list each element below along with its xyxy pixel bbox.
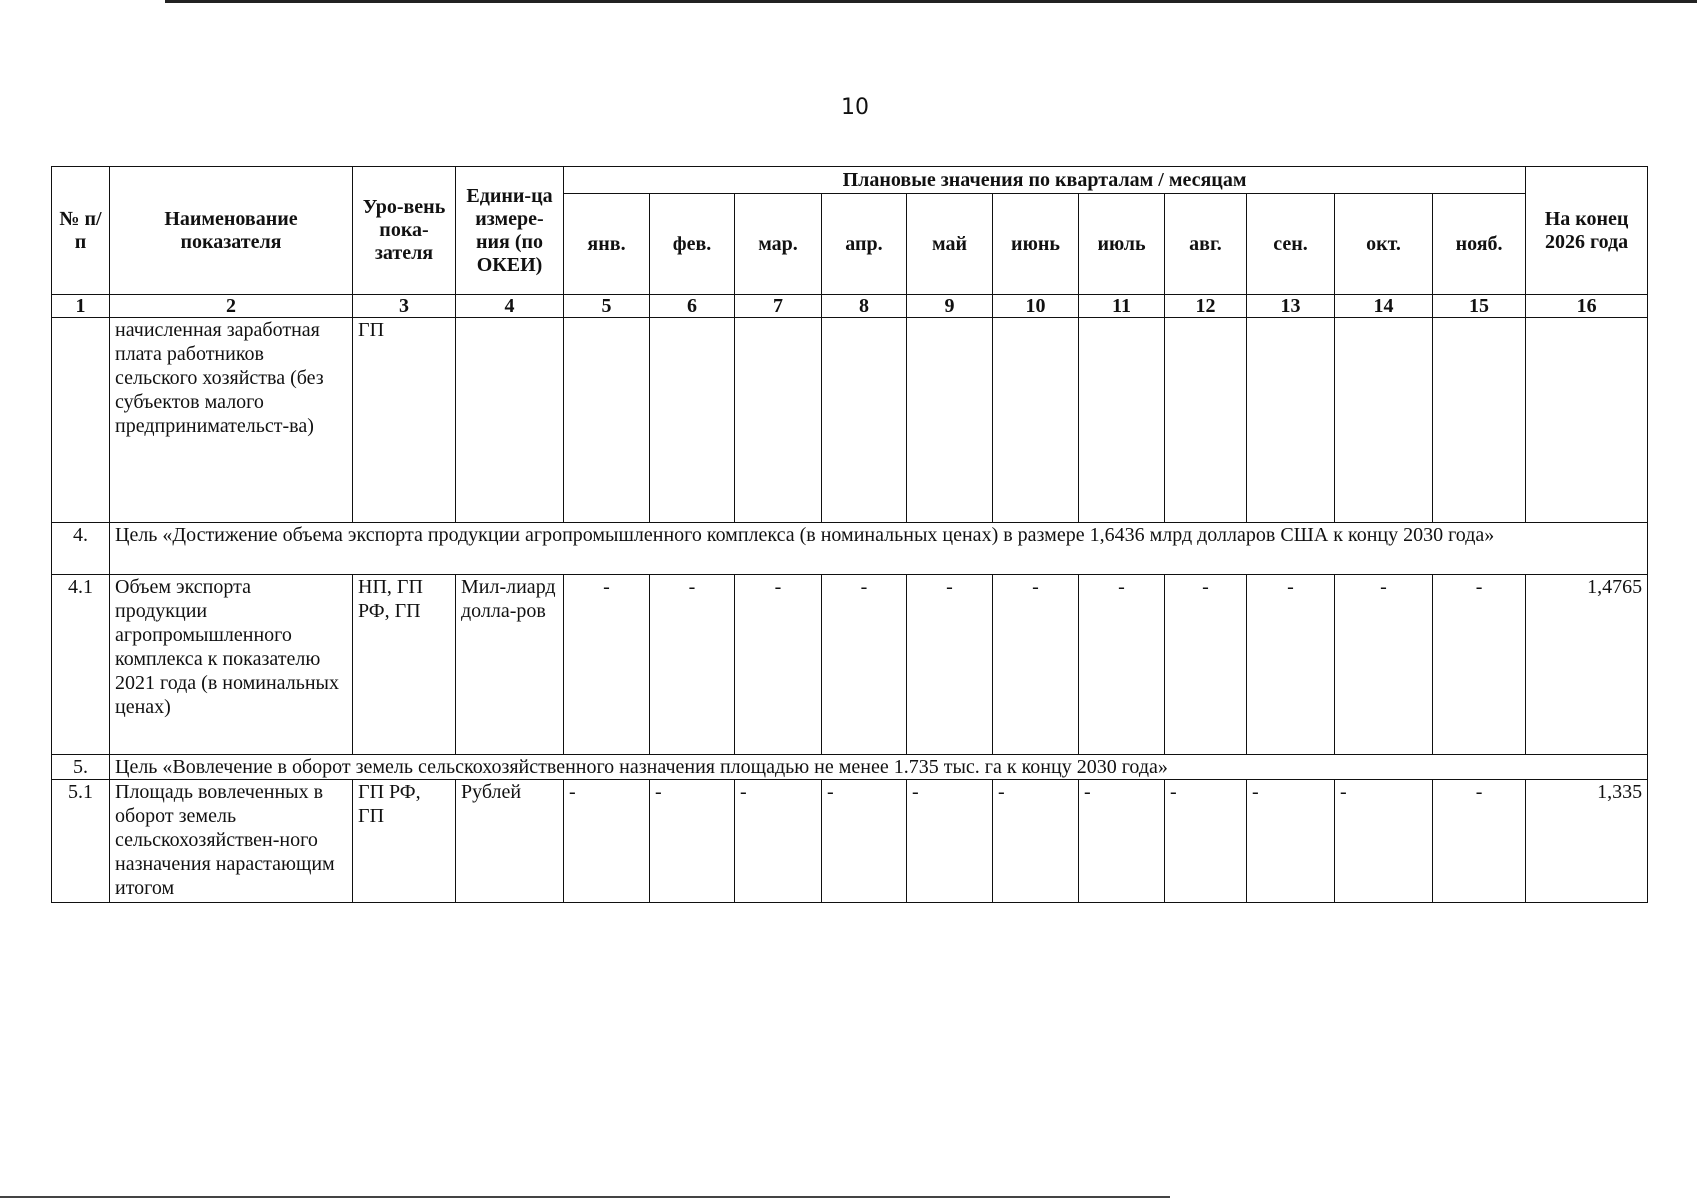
- end-value: [1526, 318, 1648, 523]
- header-month: июнь: [993, 194, 1079, 295]
- indicator-name: Площадь вовлеченных в оборот земель сельскохозяйствен-ного назначения нарастающим итогом: [110, 780, 353, 903]
- indicator-level: НП, ГП РФ, ГП: [353, 575, 456, 755]
- month-value: -: [822, 575, 907, 755]
- month-value: -: [907, 575, 993, 755]
- column-number: 13: [1247, 295, 1335, 318]
- header-month: мар.: [735, 194, 822, 295]
- month-value: -: [993, 575, 1079, 755]
- goal-num: 5.: [52, 755, 110, 780]
- month-value: [1079, 318, 1165, 523]
- header-month: нояб.: [1433, 194, 1526, 295]
- month-value: -: [650, 575, 735, 755]
- header-num: № п/п: [52, 167, 110, 295]
- month-value: -: [822, 780, 907, 903]
- table-row-4-1: [52, 575, 1648, 755]
- header-level: Уро-вень пока-зателя: [353, 167, 456, 295]
- indicator-name: начисленная заработная плата работников сельского хозяйства (без субъектов малого предпринимательст-ва): [110, 318, 353, 523]
- month-value: -: [1247, 780, 1335, 903]
- column-number: 15: [1433, 295, 1526, 318]
- header-month: окт.: [1335, 194, 1433, 295]
- indicator-level: ГП: [353, 318, 456, 523]
- month-value: -: [993, 780, 1079, 903]
- month-value: -: [1335, 575, 1433, 755]
- month-value: -: [1335, 780, 1433, 903]
- month-value: -: [1433, 780, 1526, 903]
- header-month: апр.: [822, 194, 907, 295]
- month-value: -: [564, 780, 650, 903]
- indicator-unit: Мил-лиард долла-ров: [456, 575, 564, 755]
- column-number: 3: [353, 295, 456, 318]
- column-number: 9: [907, 295, 993, 318]
- month-value: -: [1165, 780, 1247, 903]
- column-number: 1: [52, 295, 110, 318]
- column-number: 6: [650, 295, 735, 318]
- month-value: [822, 318, 907, 523]
- month-value: [1165, 318, 1247, 523]
- column-number: 11: [1079, 295, 1165, 318]
- column-number: 8: [822, 295, 907, 318]
- month-value: [1247, 318, 1335, 523]
- end-value: 1,335: [1526, 780, 1648, 903]
- scan-edge-bottom: [0, 1196, 1170, 1198]
- month-value: [907, 318, 993, 523]
- indicator-unit: Рублей: [456, 780, 564, 903]
- header-name: Наименование показателя: [110, 167, 353, 295]
- column-number: 10: [993, 295, 1079, 318]
- month-value: -: [1079, 575, 1165, 755]
- header-planned: Плановые значения по кварталам / месяцам: [564, 167, 1526, 194]
- month-value: [650, 318, 735, 523]
- month-value: [1433, 318, 1526, 523]
- header-unit: Едини-ца измере-ния (по ОКЕИ): [456, 167, 564, 295]
- column-number: 2: [110, 295, 353, 318]
- row-num: 5.1: [52, 780, 110, 903]
- column-number: 14: [1335, 295, 1433, 318]
- goal-text: Цель «Вовлечение в оборот земель сельскохозяйственного назначения площадью не менее 1.735 тыс. га к концу 2030 года»: [110, 755, 1648, 780]
- goal-num: 4.: [52, 523, 110, 575]
- header-month: сен.: [1247, 194, 1335, 295]
- scan-edge-top: [165, 0, 1697, 3]
- month-value: [735, 318, 822, 523]
- page-number: 10: [841, 95, 869, 120]
- column-number: 12: [1165, 295, 1247, 318]
- indicator-unit: [456, 318, 564, 523]
- column-number: 5: [564, 295, 650, 318]
- table-row-5-1: [52, 780, 1648, 903]
- month-value: -: [1165, 575, 1247, 755]
- header-month: янв.: [564, 194, 650, 295]
- goal-row-5: [52, 755, 1648, 780]
- row-num: [52, 318, 110, 523]
- column-number: 16: [1526, 295, 1648, 318]
- goal-text: Цель «Достижение объема экспорта продукции агропромышленного комплекса (в номинальных ценах) в размере 1,6436 млрд долларов США к концу 2030 года»: [110, 523, 1648, 575]
- month-value: -: [1433, 575, 1526, 755]
- month-value: -: [564, 575, 650, 755]
- indicator-level: ГП РФ, ГП: [353, 780, 456, 903]
- column-numbers-row: [52, 295, 1648, 318]
- month-value: -: [1079, 780, 1165, 903]
- month-value: -: [907, 780, 993, 903]
- month-value: [564, 318, 650, 523]
- table-row-salary: [52, 318, 1648, 523]
- month-value: [1335, 318, 1433, 523]
- month-value: -: [735, 575, 822, 755]
- month-value: -: [650, 780, 735, 903]
- header-month: май: [907, 194, 993, 295]
- column-number: 7: [735, 295, 822, 318]
- column-number: 4: [456, 295, 564, 318]
- month-value: [993, 318, 1079, 523]
- month-value: -: [735, 780, 822, 903]
- indicators-table: [51, 166, 1648, 903]
- goal-row-4: [52, 523, 1648, 575]
- row-num: 4.1: [52, 575, 110, 755]
- month-value: -: [1247, 575, 1335, 755]
- header-month: июль: [1079, 194, 1165, 295]
- header-month: авг.: [1165, 194, 1247, 295]
- end-value: 1,4765: [1526, 575, 1648, 755]
- header-month: фев.: [650, 194, 735, 295]
- header-row: [52, 167, 1648, 194]
- header-end: На конец 2026 года: [1526, 167, 1648, 295]
- indicator-name: Объем экспорта продукции агропромышленного комплекса к показателю 2021 года (в номинальных ценах): [110, 575, 353, 755]
